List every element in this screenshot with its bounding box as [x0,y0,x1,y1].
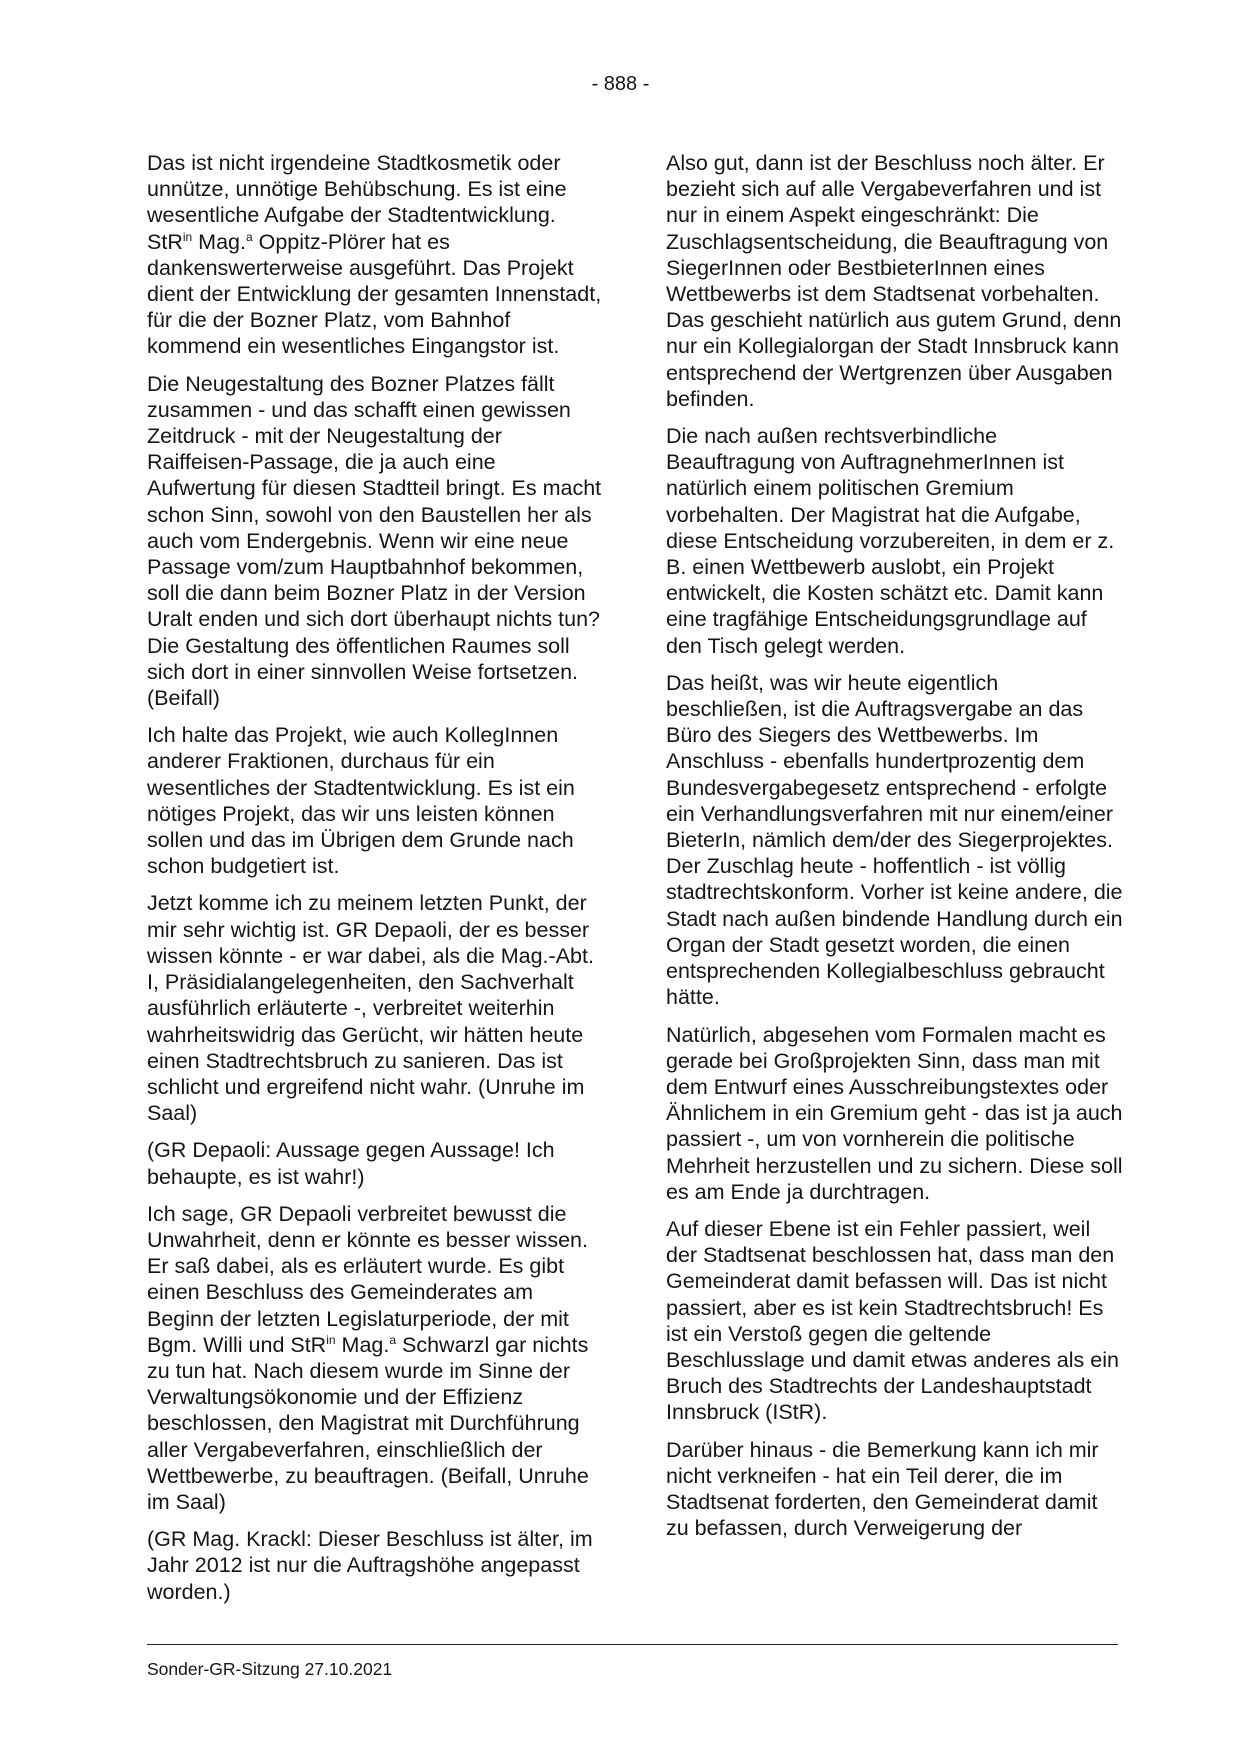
paragraph: Die nach außen rechtsverbindliche Beauftragung von AuftragnehmerInnen ist natürlich einem politischen Gremium vorbehalten. Der Magistrat hat die Aufgabe, diese Entscheidung vorzubereiten, in dem er z. B. einen Wettbewerb auslobt, ein Projekt entwickelt, die Kosten schätzt etc. Damit kann eine tragfähige Entscheidungsgrundlage auf den Tisch gelegt werden. [666,424,1115,658]
paragraph: Das ist nicht irgendeine Stadtkosmetik oder unnütze, unnötige Behübschung. Es ist eine wesentliche Aufgabe der Stadtentwicklung. StR$^{in}$ Mag.$^a$ Oppitz-Plörer hat es dankenswerterweise ausgeführt. Das Projekt dient der Entwicklung der gesamten Innenstadt, für die der Bozner Platz, vom Bahnhof kommend ein wesentliches Eingangstor ist. [147,151,602,359]
paragraph: Ich sage, GR Depaoli verbreitet bewusst die Unwahrheit, denn er könnte es besser wissen. Er saß dabei, als es erläutert wurde. Es gibt einen Beschluss des Gemeinderates am Beginn der letzten Legislaturperiode, der mit Bgm. Willi und StR$^{in}$ Mag.$^a$ Schwarzl gar nichts zu tun hat. Nach diesem wurde im Sinne der Verwaltungsökonomie und der Effizienz beschlossen, den Magistrat mit Durchführung aller Vergabeverfahren, einschließlich der Wettbewerbe, zu beauftragen. (Beifall, Unruhe im Saal) [147,1201,589,1514]
paragraph: Die Neugestaltung des Bozner Platzes fällt zusammen - und das schafft einen gewissen Zeitdruck - mit der Neugestaltung der Raiffeisen-Passage, die ja auch eine Aufwertung für diesen Stadtteil bringt. Es macht schon Sinn, sowohl von den Baustellen her als auch vom Endergebnis. Wenn wir eine neue Passage vom/zum Hauptbahnhof bekommen, soll die dann beim Bozner Platz in der Version Uralt enden und sich dort überhaupt nichts tun? Die Gestaltung des öffentlichen Raumes soll sich dort in einer sinnvollen Weise fortsetzen. (Beifall) [147,371,602,711]
paragraph: Das heißt, was wir heute eigentlich beschließen, ist die Auftragsvergabe an das Büro des Siegers des Wettbewerbs. Im Anschluss - ebenfalls hundertprozentig dem Bundesvergabegesetz entsprechend - erfolgte ein Verhandlungsverfahren mit nur einem/einer BieterIn, nämlich dem/der des Siegerprojektes. Der Zuschlag heute - hoffentlich - ist völlig stadtrechtskonform. Vorher ist keine andere, die Stadt nach außen bindende Handlung durch ein Organ der Stadt gesetzt worden, die einen entsprechenden Kollegialbeschluss gebraucht hätte. [666,670,1123,1010]
paragraph: Jetzt komme ich zu meinem letzten Punkt, der mir sehr wichtig ist. GR Depaoli, der es besser wissen könnte - er war dabei, als die Mag.-Abt. I, Präsidialangelegenheiten, den Sachverhalt ausführlich erläuterte -, verbreitet weiterhin wahrheitswidrig das Gerücht, wir hätten heute einen Stadtrechtsbruch zu sanieren. Das ist schlicht und ergreifend nicht wahr. (Unruhe im Saal) [147,891,594,1126]
interjection: (GR Mag. Krackl: Dieser Beschluss ist älter, im Jahr 2012 ist nur die Auftragshöhe angepasst worden.) [147,1527,593,1604]
right-column [666,150,1124,1552]
paragraph: Ich halte das Projekt, wie auch KollegInnen anderer Fraktionen, durchaus für ein wesentliches der Stadtentwicklung. Es ist ein nötiges Projekt, das wir uns leisten können sollen und das im Übrigen dem Grunde nach schon budgetiert ist. [147,723,575,879]
paragraph: Natürlich, abgesehen vom Formalen macht es gerade bei Großprojekten Sinn, dass man mit dem Entwurf eines Ausschreibungstextes oder Ähnlichem in ein Gremium geht - das ist ja auch passiert -, um von vornherein die politische Mehrheit herzustellen und zu sichern. Diese soll es am Ende ja durchtragen. [666,1022,1123,1204]
left-column [147,150,605,1616]
footer-session-label: Sonder-GR-Sitzung 27.10.2021 [147,1659,393,1679]
page-number: - 888 - [591,73,650,95]
paragraph: Auf dieser Ebene ist ein Fehler passiert, weil der Stadtsenat beschlossen hat, dass man den Gemeinderat damit befassen will. Das ist nicht passiert, aber es ist kein Stadtrechtsbruch! Es ist ein Verstoß gegen die geltende Beschlusslage und damit etwas anderes als ein Bruch des Stadtrechts der Landeshauptstadt Innsbruck (IStR). [666,1216,1119,1425]
interjection: (GR Depaoli: Aussage gegen Aussage! Ich behaupte, es ist wahr!) [147,1138,555,1189]
paragraph: Darüber hinaus - die Bemerkung kann ich mir nicht verkneifen - hat ein Teil derer, die im Stadtsenat forderten, den Gemeinderat damit zu befassen, durch Verweigerung der [666,1437,1099,1541]
footer-divider [147,1644,1118,1645]
paragraph: Also gut, dann ist der Beschluss noch älter. Er bezieht sich auf alle Vergabeverfahren und ist nur in einem Aspekt eingeschränkt: Die Zuschlagsentscheidung, die Beauftragung von SiegerInnen oder BestbieterInnen eines Wettbewerbs ist dem Stadtsenat vorbehalten. Das geschieht natürlich aus gutem Grund, denn nur ein Kollegialorgan der Stadt Innsbruck kann entsprechend der Wertgrenzen über Ausgaben befinden. [666,151,1122,411]
